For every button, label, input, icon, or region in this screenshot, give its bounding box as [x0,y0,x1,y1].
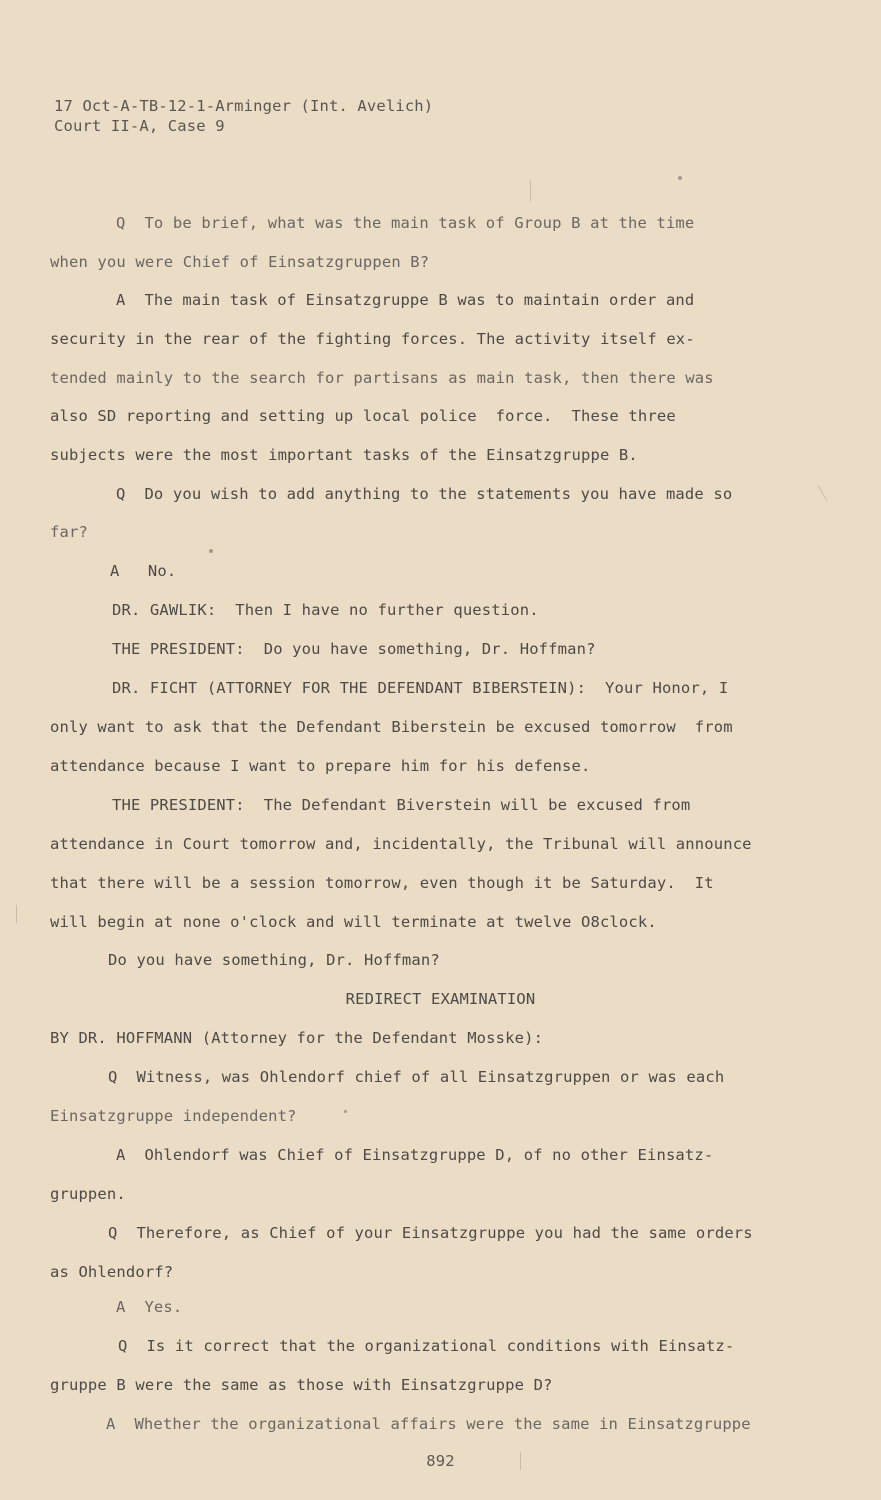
examiner-line: BY DR. HOFFMANN (Attorney for the Defendant Mosske): [50,1029,544,1047]
question-same-orders-cont: as Ohlendorf? [50,1263,174,1281]
answer-ohlendorf-chief-cont: gruppen. [50,1185,126,1203]
answer-main-task-cont-3: also SD reporting and setting up local police force. These three [50,407,676,425]
paper-speck [344,1110,347,1113]
answer-main-task-cont-1: security in the rear of the fighting forces. The activity itself ex- [50,330,695,348]
answer-no: A No. [110,562,177,580]
answer-main-task-cont-4: subjects were the most important tasks of the Einsatzgruppe B. [50,446,638,464]
paper-mark [520,1452,521,1470]
paper-speck [209,549,213,553]
answer-main-task-cont-2: tended mainly to the search for partisans as main task, then there was [50,369,714,387]
president-statement-2-cont-2: that there will be a session tomorrow, even though it be Saturday. It [50,874,714,892]
president-statement-1: THE PRESIDENT: Do you have something, Dr. Hoffman? [112,640,596,658]
paper-mark [818,485,828,501]
question-main-task: Q To be brief, what was the main task of Group B at the time [116,214,695,232]
paper-mark [16,905,17,923]
paper-mark [530,180,531,202]
answer-organizational-affairs: A Whether the organizational affairs were the same in Einsatzgruppe [106,1415,751,1433]
header-reference-line: 17 Oct-A-TB-12-1-Arminger (Int. Avelich) [54,97,434,115]
answer-ohlendorf-chief: A Ohlendorf was Chief of Einsatzgruppe D, of no other Einsatz- [116,1146,714,1164]
question-add-anything: Q Do you wish to add anything to the statements you have made so [116,485,733,503]
question-ohlendorf-chief-cont: Einsatzgruppe independent? [50,1107,297,1125]
paper-speck [678,176,682,180]
question-same-orders: Q Therefore, as Chief of your Einsatzgruppe you had the same orders [108,1224,753,1242]
gawlik-statement: DR. GAWLIK: Then I have no further question. [112,601,539,619]
section-heading-redirect-examination: REDIRECT EXAMINATION [345,990,536,1008]
president-statement-2: THE PRESIDENT: The Defendant Biverstein will be excused from [112,796,691,814]
question-ohlendorf-chief: Q Witness, was Ohlendorf chief of all Einsatzgruppen or was each [108,1068,725,1086]
answer-yes: A Yes. [116,1298,183,1316]
president-question-hoffman: Do you have something, Dr. Hoffman? [108,951,440,969]
question-organizational-conditions-cont: gruppe B were the same as those with Einsatzgruppe D? [50,1376,553,1394]
president-statement-2-cont-3: will begin at none o'clock and will terminate at twelve O8clock. [50,913,657,931]
ficht-statement: DR. FICHT (ATTORNEY FOR THE DEFENDANT BIBERSTEIN): Your Honor, I [112,679,729,697]
president-statement-2-cont-1: attendance in Court tomorrow and, incidentally, the Tribunal will announce [50,835,752,853]
answer-main-task: A The main task of Einsatzgruppe B was to maintain order and [116,291,695,309]
ficht-statement-cont-2: attendance because I want to prepare him for his defense. [50,757,591,775]
question-main-task-cont: when you were Chief of Einsatzgruppen B? [50,253,430,271]
header-court-case-line: Court II-A, Case 9 [54,117,225,135]
question-add-anything-cont: far? [50,523,88,541]
page-number: 892 [426,1452,455,1470]
ficht-statement-cont-1: only want to ask that the Defendant Biberstein be excused tomorrow from [50,718,733,736]
question-organizational-conditions: Q Is it correct that the organizational conditions with Einsatz- [118,1337,735,1355]
